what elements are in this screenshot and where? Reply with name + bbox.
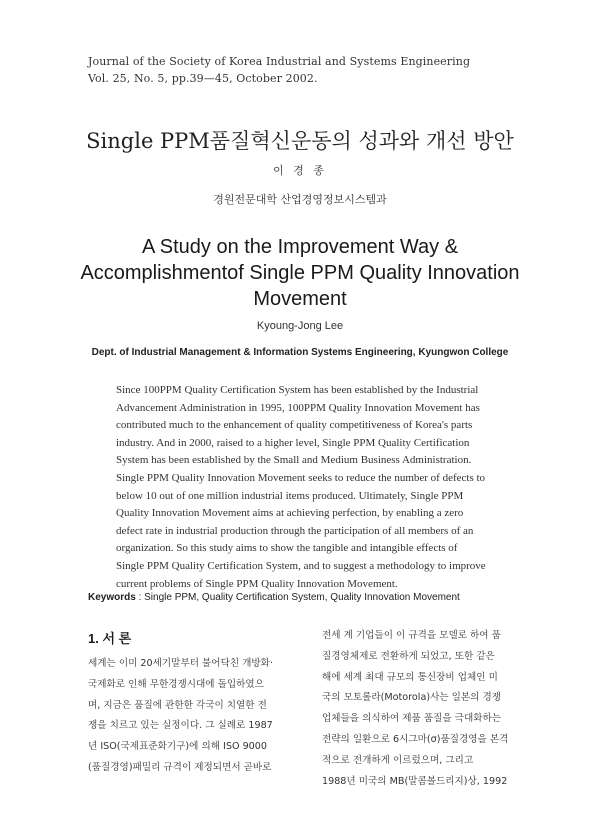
body-line: 업체들을 의식하여 제품 품질을 극대화하는: [322, 713, 502, 725]
korean-affiliation: 경원전문대학 산업경영정보시스템과: [213, 193, 387, 206]
body-column-right: [322, 626, 512, 792]
body-line: 쟁을 치르고 있는 실정이다. 그 실례로 1987: [88, 720, 273, 732]
section-heading: 1. 서 론: [88, 631, 132, 646]
body-line: 전세 계 기업들이 이 규격을 모델로 하여 품: [322, 630, 501, 641]
abstract-line: Single PPM Quality Innovation Movement seeks to reduce the number of defects to: [116, 471, 486, 484]
body-line: 국제화로 인해 무한경쟁시대에 돌입하였으: [88, 678, 264, 690]
abstract-line: Since 100PPM Quality Certification System has been established by the Industrial: [116, 384, 479, 396]
body-line: 적으로 전개하게 이르렀으며, 그리고: [322, 754, 474, 766]
body-line: 세계는 이미 20세기말부터 불어닥친 개방화·: [88, 658, 274, 669]
body-line: 전략의 일환으로 6시그마(σ)품질경영을 본격: [322, 733, 509, 745]
body-line: 년 ISO(국제표준화기구)에 의해 ISO 9000: [88, 741, 267, 753]
abstract-line: defect rate in industrial production through the participation of all members of an: [116, 524, 474, 537]
korean-author: 이 경 종: [273, 164, 327, 177]
keywords: [88, 592, 460, 603]
abstract-line: contributed much to the enhancement of quality competitiveness of Korea's parts: [116, 419, 473, 432]
korean-title: Single PPM품질혁신운동의 성과와 개선 방안: [86, 129, 514, 153]
body-line: 1988년 미국의 MB(말콤볼드리지)상, 1992: [322, 775, 508, 787]
body-line: (품질경영)패밀리 규격이 제정되면서 곧바로: [88, 761, 272, 773]
abstract-line: Single PPM Quality Certification System, and to suggest a methodology to improve: [116, 559, 486, 572]
body-line: 질경영체제로 전환하게 되었고, 또한 같은: [322, 650, 495, 662]
body-line: 며, 지금은 품질에 관한한 각국이 치열한 전: [88, 699, 267, 711]
body-column-left: [88, 654, 296, 779]
english-author: Kyoung-Jong Lee: [256, 320, 344, 332]
english-title-line: Movement: [253, 288, 347, 310]
abstract: [116, 382, 512, 593]
abstract-line: organization. So this study aims to show the tangible and intangible effects of: [116, 542, 458, 555]
abstract-line: below 10 out of one million industrial items produced. Ultimately, Single PPM: [116, 489, 464, 502]
body-line: 해에 세계 최대 규모의 통신장비 업체인 미: [322, 671, 498, 683]
journal-header: [88, 53, 470, 87]
journal-name: Journal of the Society of Korea Industrial and Systems Engineering: [88, 55, 471, 68]
english-title-line: A Study on the Improvement Way &: [141, 236, 459, 258]
english-affiliation: Dept. of Industrial Management & Information Systems Engineering, Kyungwon College: [91, 347, 509, 358]
abstract-line: Quality Innovation Movement aims at achieving perfection, by enabling a zero: [116, 507, 464, 520]
keywords-text: : Single PPM, Quality Certification System, Quality Innovation Movement: [135, 592, 460, 603]
body-line: 국의 모토롤라(Motorola)사는 일본의 경쟁: [322, 692, 502, 704]
english-title: [60, 234, 540, 312]
english-title-line: Accomplishmentof Single PPM Quality Innovation: [80, 262, 520, 284]
abstract-line: industry. And in 2000, raised to a higher level, Single PPM Quality Certification: [116, 436, 470, 449]
abstract-line: current problems of Single PPM Quality Innovation Movement.: [116, 577, 398, 590]
journal-volume: Vol. 25, No. 5, pp.39—45, October 2002.: [88, 72, 318, 85]
abstract-line: System has been established by the Small and Medium Business Administration.: [116, 454, 472, 467]
keywords-label: Keywords: [88, 592, 136, 603]
abstract-line: Advancement Administration in 1995, 100PPM Quality Innovation Movement has: [116, 401, 480, 414]
